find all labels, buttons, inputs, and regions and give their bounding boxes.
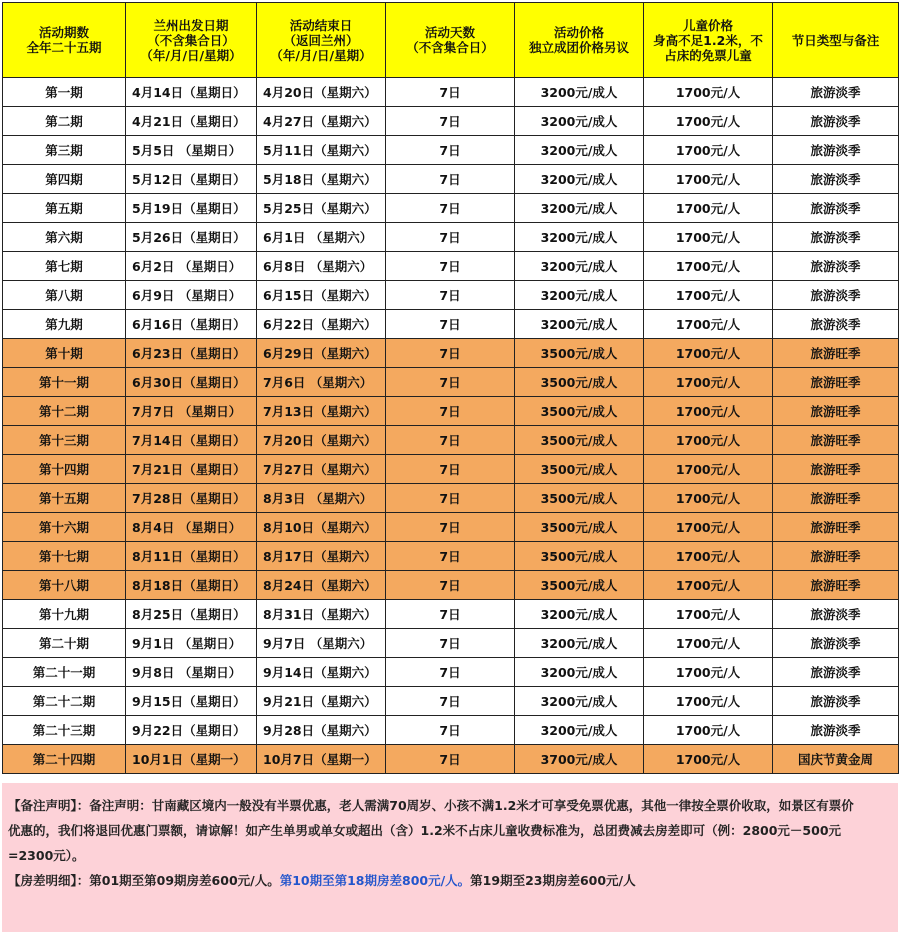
days-cell: 7日 bbox=[386, 339, 515, 368]
header-child-price: 儿童价格 身高不足1.2米，不 占床的免票儿童 bbox=[644, 3, 773, 78]
start-date-cell: 9月15日（星期日） bbox=[126, 687, 257, 716]
end-date-cell: 10月7日（星期一） bbox=[257, 745, 386, 774]
end-date-cell: 8月10日（星期六） bbox=[257, 513, 386, 542]
table-row bbox=[3, 78, 899, 107]
notes-line-3: =2300元）。 bbox=[8, 848, 85, 863]
start-date-cell: 5月5日 （星期日） bbox=[126, 136, 257, 165]
price-cell: 3500元/成人 bbox=[515, 513, 644, 542]
type-cell: 旅游淡季 bbox=[773, 600, 899, 629]
schedule-body bbox=[3, 78, 899, 774]
start-date-cell: 9月8日 （星期日） bbox=[126, 658, 257, 687]
type-cell: 旅游旺季 bbox=[773, 368, 899, 397]
header-start-date: 兰州出发日期 （不含集合日） （年/月/日/星期） bbox=[126, 3, 257, 78]
child-price-cell: 1700元/人 bbox=[644, 397, 773, 426]
period-cell: 第十八期 bbox=[3, 571, 126, 600]
end-date-cell: 5月18日（星期六） bbox=[257, 165, 386, 194]
header-price: 活动价格 独立成团价格另议 bbox=[515, 3, 644, 78]
days-cell: 7日 bbox=[386, 252, 515, 281]
type-cell: 旅游淡季 bbox=[773, 223, 899, 252]
end-date-cell: 6月1日 （星期六） bbox=[257, 223, 386, 252]
child-price-cell: 1700元/人 bbox=[644, 107, 773, 136]
type-cell: 旅游旺季 bbox=[773, 513, 899, 542]
period-cell: 第十四期 bbox=[3, 455, 126, 484]
table-row bbox=[3, 658, 899, 687]
child-price-cell: 1700元/人 bbox=[644, 339, 773, 368]
price-cell: 3500元/成人 bbox=[515, 339, 644, 368]
price-cell: 3200元/成人 bbox=[515, 658, 644, 687]
type-cell: 旅游淡季 bbox=[773, 716, 899, 745]
table-row bbox=[3, 281, 899, 310]
child-price-cell: 1700元/人 bbox=[644, 194, 773, 223]
header-days: 活动天数 （不含集合日） bbox=[386, 3, 515, 78]
type-cell: 旅游淡季 bbox=[773, 194, 899, 223]
price-cell: 3200元/成人 bbox=[515, 223, 644, 252]
days-cell: 7日 bbox=[386, 397, 515, 426]
price-cell: 3500元/成人 bbox=[515, 455, 644, 484]
end-date-cell: 8月3日 （星期六） bbox=[257, 484, 386, 513]
period-cell: 第十三期 bbox=[3, 426, 126, 455]
table-row bbox=[3, 339, 899, 368]
child-price-cell: 1700元/人 bbox=[644, 136, 773, 165]
price-cell: 3200元/成人 bbox=[515, 107, 644, 136]
period-cell: 第十二期 bbox=[3, 397, 126, 426]
price-cell: 3500元/成人 bbox=[515, 484, 644, 513]
table-row bbox=[3, 165, 899, 194]
period-cell: 第二十一期 bbox=[3, 658, 126, 687]
price-cell: 3200元/成人 bbox=[515, 78, 644, 107]
days-cell: 7日 bbox=[386, 513, 515, 542]
header-row bbox=[3, 3, 899, 78]
table-row bbox=[3, 223, 899, 252]
child-price-cell: 1700元/人 bbox=[644, 600, 773, 629]
price-cell: 3200元/成人 bbox=[515, 687, 644, 716]
type-cell: 旅游淡季 bbox=[773, 629, 899, 658]
price-cell: 3200元/成人 bbox=[515, 136, 644, 165]
end-date-cell: 9月14日（星期六） bbox=[257, 658, 386, 687]
notes-line-2: 优惠的，我们将退回优惠门票额，请谅解！如产生单男或单女或超出（含）1.2米不占床儿童收费标准为，总团费减去房差即可（例：2800元－500元 bbox=[8, 823, 842, 838]
days-cell: 7日 bbox=[386, 745, 515, 774]
period-cell: 第十六期 bbox=[3, 513, 126, 542]
table-row bbox=[3, 310, 899, 339]
type-cell: 旅游淡季 bbox=[773, 310, 899, 339]
period-cell: 第二期 bbox=[3, 107, 126, 136]
end-date-cell: 7月6日 （星期六） bbox=[257, 368, 386, 397]
type-cell: 国庆节黄金周 bbox=[773, 745, 899, 774]
end-date-cell: 6月29日（星期六） bbox=[257, 339, 386, 368]
start-date-cell: 7月28日（星期日） bbox=[126, 484, 257, 513]
type-cell: 旅游淡季 bbox=[773, 658, 899, 687]
start-date-cell: 7月7日 （星期日） bbox=[126, 397, 257, 426]
table-row bbox=[3, 687, 899, 716]
child-price-cell: 1700元/人 bbox=[644, 571, 773, 600]
child-price-cell: 1700元/人 bbox=[644, 542, 773, 571]
table-row bbox=[3, 484, 899, 513]
end-date-cell: 8月17日（星期六） bbox=[257, 542, 386, 571]
period-cell: 第二十三期 bbox=[3, 716, 126, 745]
days-cell: 7日 bbox=[386, 136, 515, 165]
start-date-cell: 6月23日（星期日） bbox=[126, 339, 257, 368]
table-row bbox=[3, 252, 899, 281]
start-date-cell: 8月25日（星期日） bbox=[126, 600, 257, 629]
table-row bbox=[3, 455, 899, 484]
start-date-cell: 4月14日（星期日） bbox=[126, 78, 257, 107]
period-cell: 第五期 bbox=[3, 194, 126, 223]
header-end-date: 活动结束日 （返回兰州） （年/月/日/星期） bbox=[257, 3, 386, 78]
price-cell: 3500元/成人 bbox=[515, 368, 644, 397]
period-cell: 第七期 bbox=[3, 252, 126, 281]
price-cell: 3200元/成人 bbox=[515, 310, 644, 339]
start-date-cell: 6月2日 （星期日） bbox=[126, 252, 257, 281]
period-cell: 第九期 bbox=[3, 310, 126, 339]
child-price-cell: 1700元/人 bbox=[644, 513, 773, 542]
start-date-cell: 5月19日（星期日） bbox=[126, 194, 257, 223]
type-cell: 旅游旺季 bbox=[773, 397, 899, 426]
table-row bbox=[3, 716, 899, 745]
price-cell: 3500元/成人 bbox=[515, 397, 644, 426]
period-cell: 第三期 bbox=[3, 136, 126, 165]
price-cell: 3500元/成人 bbox=[515, 542, 644, 571]
days-cell: 7日 bbox=[386, 571, 515, 600]
period-cell: 第二十期 bbox=[3, 629, 126, 658]
end-date-cell: 7月27日（星期六） bbox=[257, 455, 386, 484]
start-date-cell: 7月14日（星期日） bbox=[126, 426, 257, 455]
start-date-cell: 4月21日（星期日） bbox=[126, 107, 257, 136]
days-cell: 7日 bbox=[386, 484, 515, 513]
table-row bbox=[3, 426, 899, 455]
price-cell: 3200元/成人 bbox=[515, 629, 644, 658]
type-cell: 旅游旺季 bbox=[773, 339, 899, 368]
child-price-cell: 1700元/人 bbox=[644, 368, 773, 397]
end-date-cell: 6月8日 （星期六） bbox=[257, 252, 386, 281]
days-cell: 7日 bbox=[386, 368, 515, 397]
start-date-cell: 10月1日（星期一） bbox=[126, 745, 257, 774]
child-price-cell: 1700元/人 bbox=[644, 658, 773, 687]
type-cell: 旅游淡季 bbox=[773, 281, 899, 310]
type-cell: 旅游旺季 bbox=[773, 455, 899, 484]
type-cell: 旅游淡季 bbox=[773, 78, 899, 107]
table-row bbox=[3, 194, 899, 223]
table-row bbox=[3, 513, 899, 542]
child-price-cell: 1700元/人 bbox=[644, 716, 773, 745]
days-cell: 7日 bbox=[386, 455, 515, 484]
room-period-a: 第01期至第09期房差600元/人。 bbox=[89, 873, 280, 888]
type-cell: 旅游淡季 bbox=[773, 687, 899, 716]
days-cell: 7日 bbox=[386, 194, 515, 223]
period-cell: 第十期 bbox=[3, 339, 126, 368]
end-date-cell: 7月20日（星期六） bbox=[257, 426, 386, 455]
room-period-c: 第19期至23期房差600元/人 bbox=[470, 873, 636, 888]
table-row bbox=[3, 600, 899, 629]
end-date-cell: 4月20日（星期六） bbox=[257, 78, 386, 107]
period-cell: 第一期 bbox=[3, 78, 126, 107]
end-date-cell: 9月7日 （星期六） bbox=[257, 629, 386, 658]
start-date-cell: 6月16日（星期日） bbox=[126, 310, 257, 339]
days-cell: 7日 bbox=[386, 600, 515, 629]
table-row bbox=[3, 397, 899, 426]
type-cell: 旅游旺季 bbox=[773, 571, 899, 600]
end-date-cell: 5月11日（星期六） bbox=[257, 136, 386, 165]
price-cell: 3700元/成人 bbox=[515, 745, 644, 774]
schedule-table bbox=[2, 2, 899, 774]
table-row bbox=[3, 571, 899, 600]
days-cell: 7日 bbox=[386, 629, 515, 658]
end-date-cell: 4月27日（星期六） bbox=[257, 107, 386, 136]
end-date-cell: 8月24日（星期六） bbox=[257, 571, 386, 600]
child-price-cell: 1700元/人 bbox=[644, 281, 773, 310]
table-row bbox=[3, 107, 899, 136]
start-date-cell: 6月30日（星期日） bbox=[126, 368, 257, 397]
days-cell: 7日 bbox=[386, 542, 515, 571]
days-cell: 7日 bbox=[386, 223, 515, 252]
price-cell: 3500元/成人 bbox=[515, 571, 644, 600]
period-cell: 第八期 bbox=[3, 281, 126, 310]
start-date-cell: 9月22日（星期日） bbox=[126, 716, 257, 745]
start-date-cell: 9月1日 （星期日） bbox=[126, 629, 257, 658]
table-row bbox=[3, 368, 899, 397]
period-cell: 第十一期 bbox=[3, 368, 126, 397]
type-cell: 旅游淡季 bbox=[773, 252, 899, 281]
end-date-cell: 9月28日（星期六） bbox=[257, 716, 386, 745]
table-row bbox=[3, 745, 899, 774]
child-price-cell: 1700元/人 bbox=[644, 629, 773, 658]
room-difference bbox=[8, 868, 892, 893]
type-cell: 旅游淡季 bbox=[773, 165, 899, 194]
days-cell: 7日 bbox=[386, 310, 515, 339]
period-cell: 第十七期 bbox=[3, 542, 126, 571]
price-cell: 3200元/成人 bbox=[515, 165, 644, 194]
days-cell: 7日 bbox=[386, 107, 515, 136]
child-price-cell: 1700元/人 bbox=[644, 426, 773, 455]
child-price-cell: 1700元/人 bbox=[644, 252, 773, 281]
header-type: 节日类型与备注 bbox=[773, 3, 899, 78]
room-period-b: 第10期至第18期房差800元/人。 bbox=[279, 873, 471, 888]
days-cell: 7日 bbox=[386, 165, 515, 194]
price-cell: 3200元/成人 bbox=[515, 281, 644, 310]
type-cell: 旅游旺季 bbox=[773, 484, 899, 513]
type-cell: 旅游淡季 bbox=[773, 136, 899, 165]
child-price-cell: 1700元/人 bbox=[644, 310, 773, 339]
room-label: 【房差明细】： bbox=[8, 873, 90, 888]
days-cell: 7日 bbox=[386, 426, 515, 455]
start-date-cell: 8月18日（星期日） bbox=[126, 571, 257, 600]
days-cell: 7日 bbox=[386, 687, 515, 716]
header-period: 活动期数 全年二十五期 bbox=[3, 3, 126, 78]
start-date-cell: 6月9日 （星期日） bbox=[126, 281, 257, 310]
start-date-cell: 8月11日（星期日） bbox=[126, 542, 257, 571]
days-cell: 7日 bbox=[386, 658, 515, 687]
notes-line-1: 【备注声明】：备注声明：甘南藏区境内一般没有半票优惠，老人需满70周岁、小孩不满1.2米才可享受免票优惠，其他一律按全票价收取，如景区有票价 bbox=[8, 798, 854, 813]
end-date-cell: 5月25日（星期六） bbox=[257, 194, 386, 223]
child-price-cell: 1700元/人 bbox=[644, 78, 773, 107]
price-cell: 3200元/成人 bbox=[515, 716, 644, 745]
price-cell: 3200元/成人 bbox=[515, 252, 644, 281]
price-cell: 3200元/成人 bbox=[515, 600, 644, 629]
notes-section bbox=[2, 783, 898, 932]
child-price-cell: 1700元/人 bbox=[644, 223, 773, 252]
end-date-cell: 9月21日（星期六） bbox=[257, 687, 386, 716]
days-cell: 7日 bbox=[386, 716, 515, 745]
end-date-cell: 8月31日（星期六） bbox=[257, 600, 386, 629]
period-cell: 第四期 bbox=[3, 165, 126, 194]
child-price-cell: 1700元/人 bbox=[644, 687, 773, 716]
start-date-cell: 8月4日 （星期日） bbox=[126, 513, 257, 542]
child-price-cell: 1700元/人 bbox=[644, 484, 773, 513]
child-price-cell: 1700元/人 bbox=[644, 745, 773, 774]
table-row bbox=[3, 136, 899, 165]
child-price-cell: 1700元/人 bbox=[644, 455, 773, 484]
price-cell: 3500元/成人 bbox=[515, 426, 644, 455]
end-date-cell: 6月15日（星期六） bbox=[257, 281, 386, 310]
start-date-cell: 7月21日（星期日） bbox=[126, 455, 257, 484]
table-row bbox=[3, 542, 899, 571]
type-cell: 旅游旺季 bbox=[773, 426, 899, 455]
child-price-cell: 1700元/人 bbox=[644, 165, 773, 194]
type-cell: 旅游淡季 bbox=[773, 107, 899, 136]
days-cell: 7日 bbox=[386, 281, 515, 310]
period-cell: 第二十二期 bbox=[3, 687, 126, 716]
type-cell: 旅游旺季 bbox=[773, 542, 899, 571]
period-cell: 第二十四期 bbox=[3, 745, 126, 774]
end-date-cell: 7月13日（星期六） bbox=[257, 397, 386, 426]
period-cell: 第十五期 bbox=[3, 484, 126, 513]
table-row bbox=[3, 629, 899, 658]
start-date-cell: 5月26日（星期日） bbox=[126, 223, 257, 252]
start-date-cell: 5月12日（星期日） bbox=[126, 165, 257, 194]
end-date-cell: 6月22日（星期六） bbox=[257, 310, 386, 339]
days-cell: 7日 bbox=[386, 78, 515, 107]
period-cell: 第六期 bbox=[3, 223, 126, 252]
period-cell: 第十九期 bbox=[3, 600, 126, 629]
price-cell: 3200元/成人 bbox=[515, 194, 644, 223]
